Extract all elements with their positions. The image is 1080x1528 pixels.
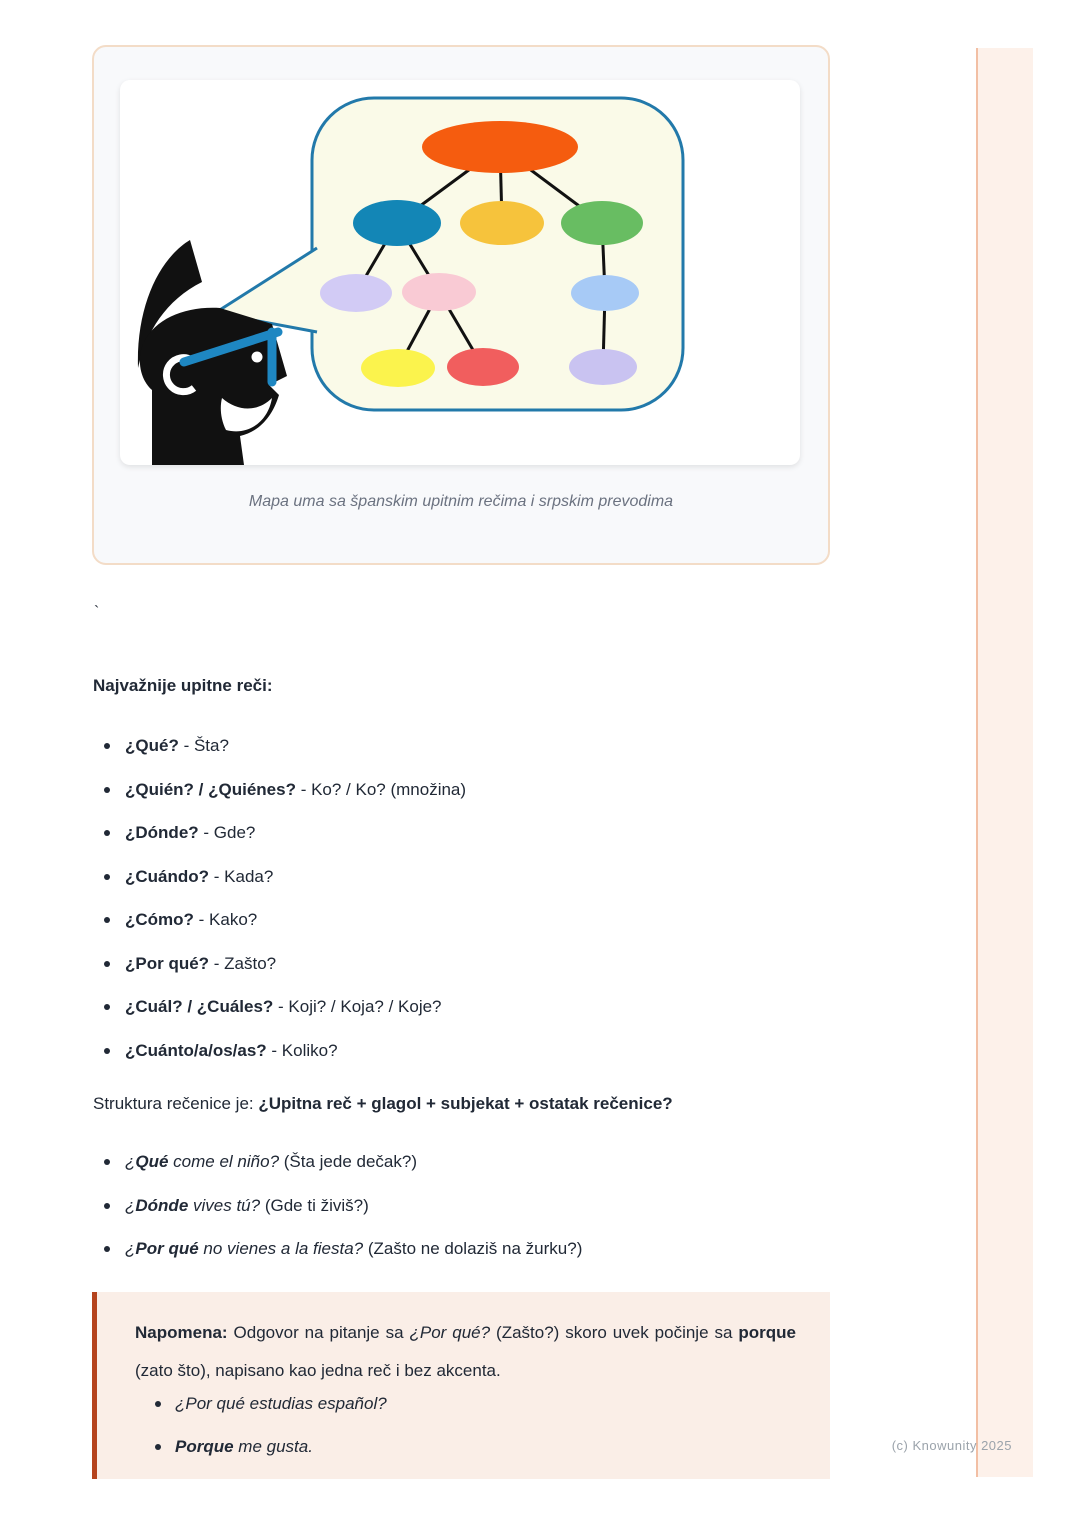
example-translation: (Šta jede dečak?) <box>283 1152 417 1171</box>
bullet-dot <box>104 1048 110 1054</box>
mindmap-node-purple <box>569 349 637 385</box>
question-word-sr: - Kako? <box>193 910 258 929</box>
examples-list <box>93 1151 833 1282</box>
bullet-dot <box>155 1401 161 1407</box>
mindmap-node-teal <box>353 200 441 246</box>
list-item <box>93 779 833 823</box>
question-word-es: ¿Quién? / ¿Quiénes? <box>125 779 296 799</box>
question-word-es: ¿Qué? <box>125 736 179 755</box>
note-label: Napomena: <box>135 1323 228 1342</box>
structure-sentence <box>93 1093 833 1115</box>
list-item <box>149 1392 796 1435</box>
mindmap-node-lavender <box>320 274 392 312</box>
list-item <box>93 996 833 1040</box>
question-word-sr: - Kada? <box>209 866 274 886</box>
bullet-dot <box>104 1203 110 1209</box>
note-example-word: Porque <box>175 1437 234 1456</box>
question-word-es: ¿Cuánto/a/os/as? <box>125 1040 267 1060</box>
note-example-rest: me gusta. <box>233 1437 313 1456</box>
mindmap-node-pink <box>402 273 476 311</box>
question-words-list <box>93 735 833 1083</box>
bullet-dot <box>104 1004 110 1010</box>
question-word-es: ¿Cuál? / ¿Cuáles? <box>125 997 274 1016</box>
list-item <box>93 909 833 953</box>
note-paragraph <box>135 1314 796 1390</box>
example-open: ¿ <box>125 1239 136 1258</box>
mindmap-node-root <box>422 121 578 173</box>
structure-prefix: Struktura rečenice je: <box>93 1094 259 1113</box>
question-word-sr: - Ko? / Ko? (množina) <box>295 779 467 799</box>
list-item <box>93 1195 833 1239</box>
example-word: Qué <box>135 1152 169 1171</box>
question-word-sr: - Koji? / Koja? / Koje? <box>273 997 442 1016</box>
bullet-dot <box>104 743 110 749</box>
question-word-es: ¿Por qué? <box>125 953 210 973</box>
figure-card <box>92 45 830 565</box>
mindmap-node-green <box>561 201 643 245</box>
note-callout <box>92 1292 830 1479</box>
list-item <box>93 822 833 866</box>
bullet-dot <box>104 1246 110 1252</box>
structure-formula: ¿Upitna reč + glagol + subjekat + ostatak rečenice? <box>258 1094 673 1113</box>
example-open: ¿ <box>125 1152 136 1171</box>
mindmap-node-lightblue <box>571 275 639 311</box>
bullet-dot <box>104 1159 110 1165</box>
eye-icon <box>252 352 263 363</box>
example-rest: vives tú? <box>188 1195 265 1215</box>
list-item <box>93 1040 833 1084</box>
mindmap-illustration <box>120 80 800 465</box>
list-item <box>93 1151 833 1195</box>
bullet-dot <box>104 874 110 880</box>
example-translation: (Gde ti živiš?) <box>264 1195 369 1215</box>
example-rest: come el niño? <box>168 1152 284 1171</box>
mindmap-node-yellow <box>361 349 435 387</box>
question-word-sr: - Koliko? <box>266 1040 338 1060</box>
note-text: (zato što), napisano kao jedna reč i bez akcenta. <box>135 1361 501 1380</box>
figure-image <box>120 80 800 465</box>
bullet-dot <box>104 917 110 923</box>
bullet-dot <box>104 961 110 967</box>
note-bold-word: porque <box>738 1323 796 1342</box>
figure-caption: Mapa uma sa španskim upitnim rečima i srpskim prevodima <box>248 493 674 510</box>
example-open: ¿ <box>125 1195 136 1215</box>
example-translation: (Zašto ne dolaziš na žurku?) <box>367 1239 583 1258</box>
mindmap-node-gold <box>460 201 544 245</box>
copyright-watermark: (c) Knowunity 2025 <box>891 1438 1012 1453</box>
note-text: Odgovor na pitanje sa <box>227 1323 410 1342</box>
list-item <box>149 1435 796 1478</box>
question-word-es: ¿Dónde? <box>125 823 199 842</box>
note-italic-phrase: ¿Por qué? <box>409 1323 491 1342</box>
head-silhouette-icon <box>138 240 287 465</box>
example-rest: no vienes a la fiesta? <box>198 1239 368 1258</box>
list-item <box>93 866 833 910</box>
example-word: Dónde <box>135 1195 189 1215</box>
list-item <box>93 953 833 997</box>
list-item <box>93 735 833 779</box>
stray-backtick: ` <box>94 604 100 621</box>
bullet-dot <box>104 787 110 793</box>
question-word-es: ¿Cuándo? <box>125 866 210 886</box>
question-word-sr: - Šta? <box>178 736 229 755</box>
bullet-dot <box>155 1444 161 1450</box>
right-margin-stripe <box>976 48 1033 1477</box>
bullet-dot <box>104 830 110 836</box>
note-examples-list <box>149 1392 796 1478</box>
section-heading: Najvažnije upitne reči: <box>93 676 273 695</box>
question-word-sr: - Gde? <box>198 823 256 842</box>
question-word-es: ¿Cómo? <box>125 910 194 929</box>
list-item <box>93 1238 833 1282</box>
mindmap-node-red <box>447 348 519 386</box>
question-word-sr: - Zašto? <box>209 953 277 973</box>
note-example-rest: ¿Por qué estudias español? <box>175 1394 387 1413</box>
note-text: (Zašto?) skoro uvek počinje sa <box>490 1323 739 1342</box>
example-word: Por qué <box>135 1239 199 1258</box>
